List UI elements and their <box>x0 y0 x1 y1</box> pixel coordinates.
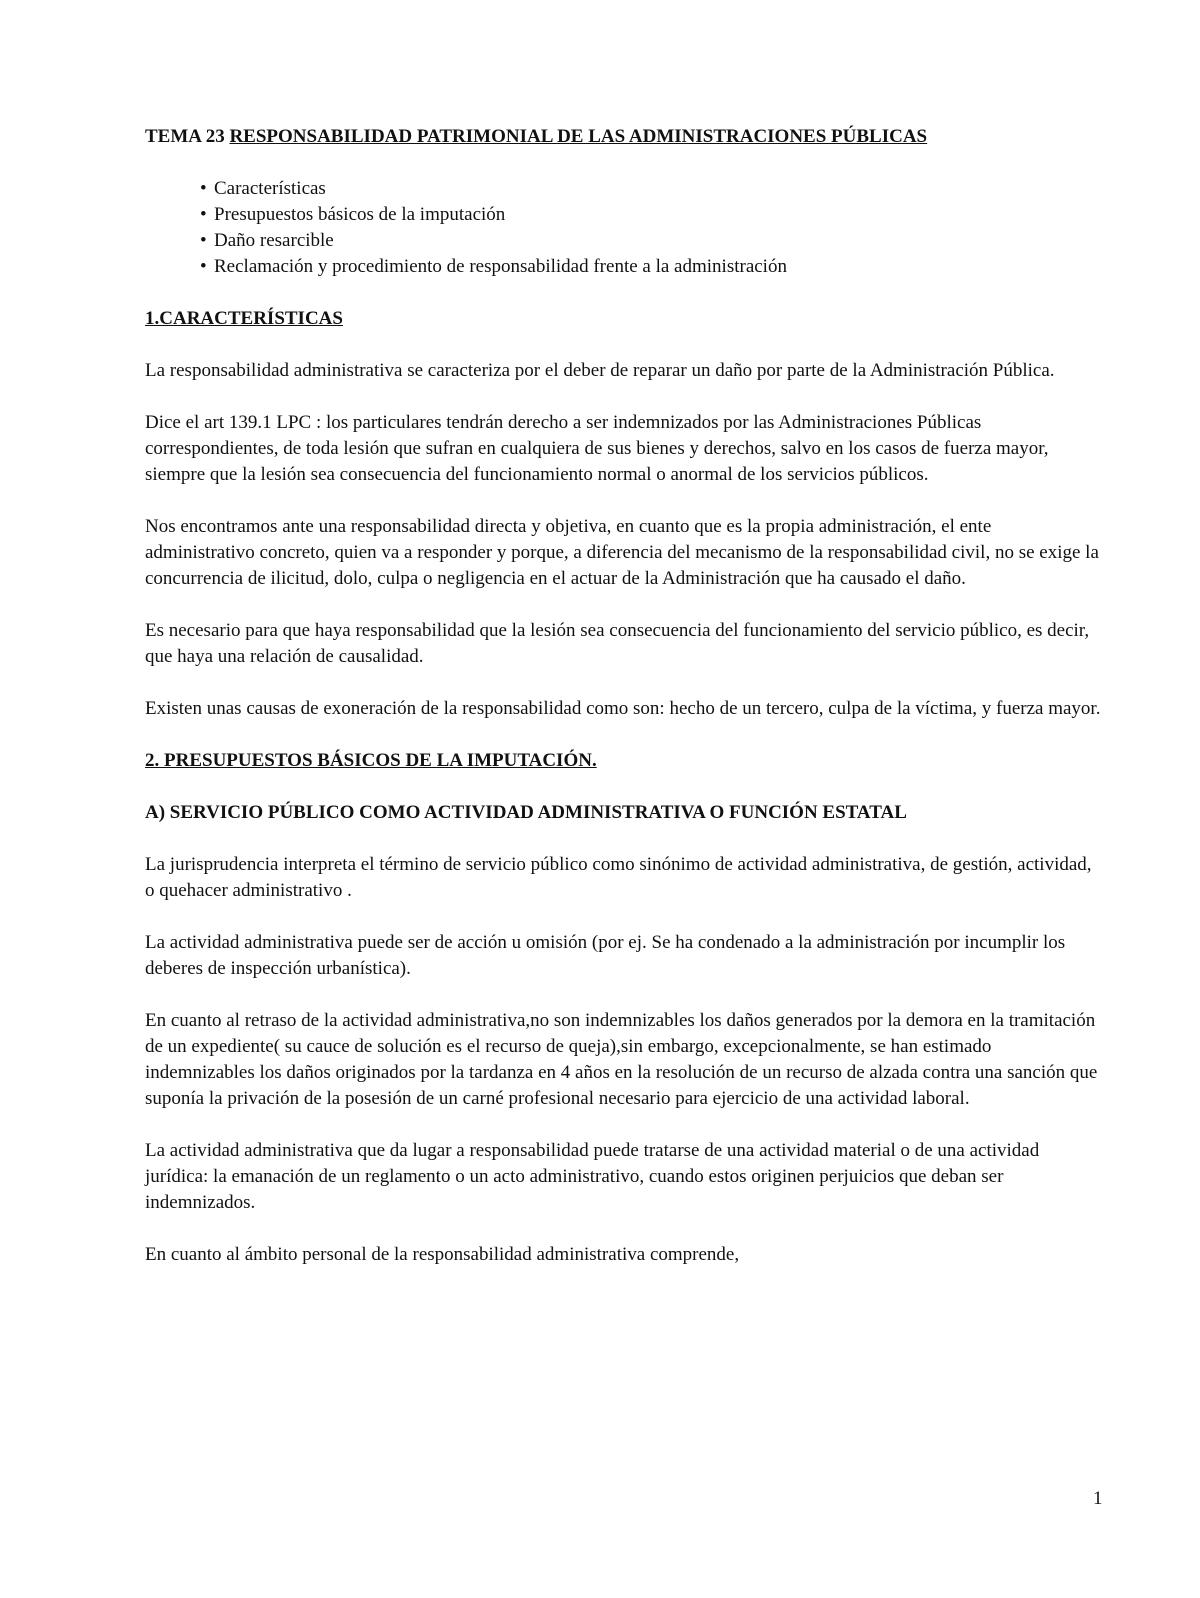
subsection-heading-servicio-publico: A) SERVICIO PÚBLICO COMO ACTIVIDAD ADMINISTRATIVA O FUNCIÓN ESTATAL <box>145 802 907 823</box>
list-item <box>200 202 1105 228</box>
bullet-icon: • <box>200 178 207 199</box>
paragraph: La jurisprudencia interpreta el término de servicio público como sinónimo de actividad administrativa, de gestión, actividad, o quehacer administrativo . <box>145 854 1092 901</box>
paragraph: Es necesario para que haya responsabilidad que la lesión sea consecuencia del funcionamiento del servicio público, es decir, que haya una relación de causalidad. <box>145 620 1090 667</box>
page-content <box>145 124 1105 1294</box>
page-number: 1 <box>1093 1488 1103 1509</box>
list-item <box>200 176 1105 202</box>
document-title <box>145 124 1105 150</box>
list-item <box>200 254 1105 280</box>
title-main: RESPONSABILIDAD PATRIMONIAL DE LAS ADMINISTRACIONES PÚBLICAS <box>229 126 928 147</box>
bullet-icon: • <box>200 230 207 251</box>
title-prefix: TEMA 23 <box>145 126 230 147</box>
paragraph: En cuanto al retraso de la actividad administrativa,no son indemnizables los daños generados por la demora en la tramitación de un expediente( su cauce de solución es el recurso de queja),sin embargo, excepcionalmente, se han estimado indemnizables los daños originados por la tardanza en 4 años en la resolución de un recurso de alzada contra una sanción que suponía la privación de la posesión de un carné profesional necesario para ejercicio de una actividad laboral. <box>145 1010 1098 1109</box>
paragraph: La responsabilidad administrativa se caracteriza por el deber de reparar un daño por parte de la Administración Pública. <box>145 360 1055 381</box>
topics-list <box>145 176 1105 280</box>
topic-label: Presupuestos básicos de la imputación <box>214 204 506 225</box>
paragraph: Dice el art 139.1 LPC : los particulares tendrán derecho a ser indemnizados por las Administraciones Públicas correspondientes, de toda lesión que sufran en cualquiera de sus bienes y derechos, salvo en los casos de fuerza mayor, siempre que la lesión sea consecuencia del funcionamiento normal o anormal de los servicios públicos. <box>145 412 1049 485</box>
paragraph: Existen unas causas de exoneración de la responsabilidad como son: hecho de un tercero, culpa de la víctima, y fuerza mayor. <box>145 698 1101 719</box>
bullet-icon: • <box>200 256 207 277</box>
paragraph: La actividad administrativa puede ser de acción u omisión (por ej. Se ha condenado a la administración por incumplir los deberes de inspección urbanística). <box>145 932 1066 979</box>
topic-label: Reclamación y procedimiento de responsabilidad frente a la administración <box>214 256 787 277</box>
section-heading-presupuestos: 2. PRESUPUESTOS BÁSICOS DE LA IMPUTACIÓN. <box>145 750 597 771</box>
paragraph: La actividad administrativa que da lugar a responsabilidad puede tratarse de una actividad material o de una actividad jurídica: la emanación de un reglamento o un acto administrativo, cuando estos originen perjuicios que deban ser indemnizados. <box>145 1140 1040 1213</box>
topic-label: Características <box>214 178 326 199</box>
section-heading-caracteristicas: 1.CARACTERÍSTICAS <box>145 308 343 329</box>
paragraph: En cuanto al ámbito personal de la responsabilidad administrativa comprende, <box>145 1244 740 1265</box>
topic-label: Daño resarcible <box>214 230 334 251</box>
list-item <box>200 228 1105 254</box>
paragraph: Nos encontramos ante una responsabilidad directa y objetiva, en cuanto que es la propia administración, el ente administrativo concreto, quien va a responder y porque, a diferencia del mecanismo de la responsabilidad civil, no se exige la concurrencia de ilicitud, dolo, culpa o negligencia en el actuar de la Administración que ha causado el daño. <box>145 516 1099 589</box>
bullet-icon: • <box>200 204 207 225</box>
